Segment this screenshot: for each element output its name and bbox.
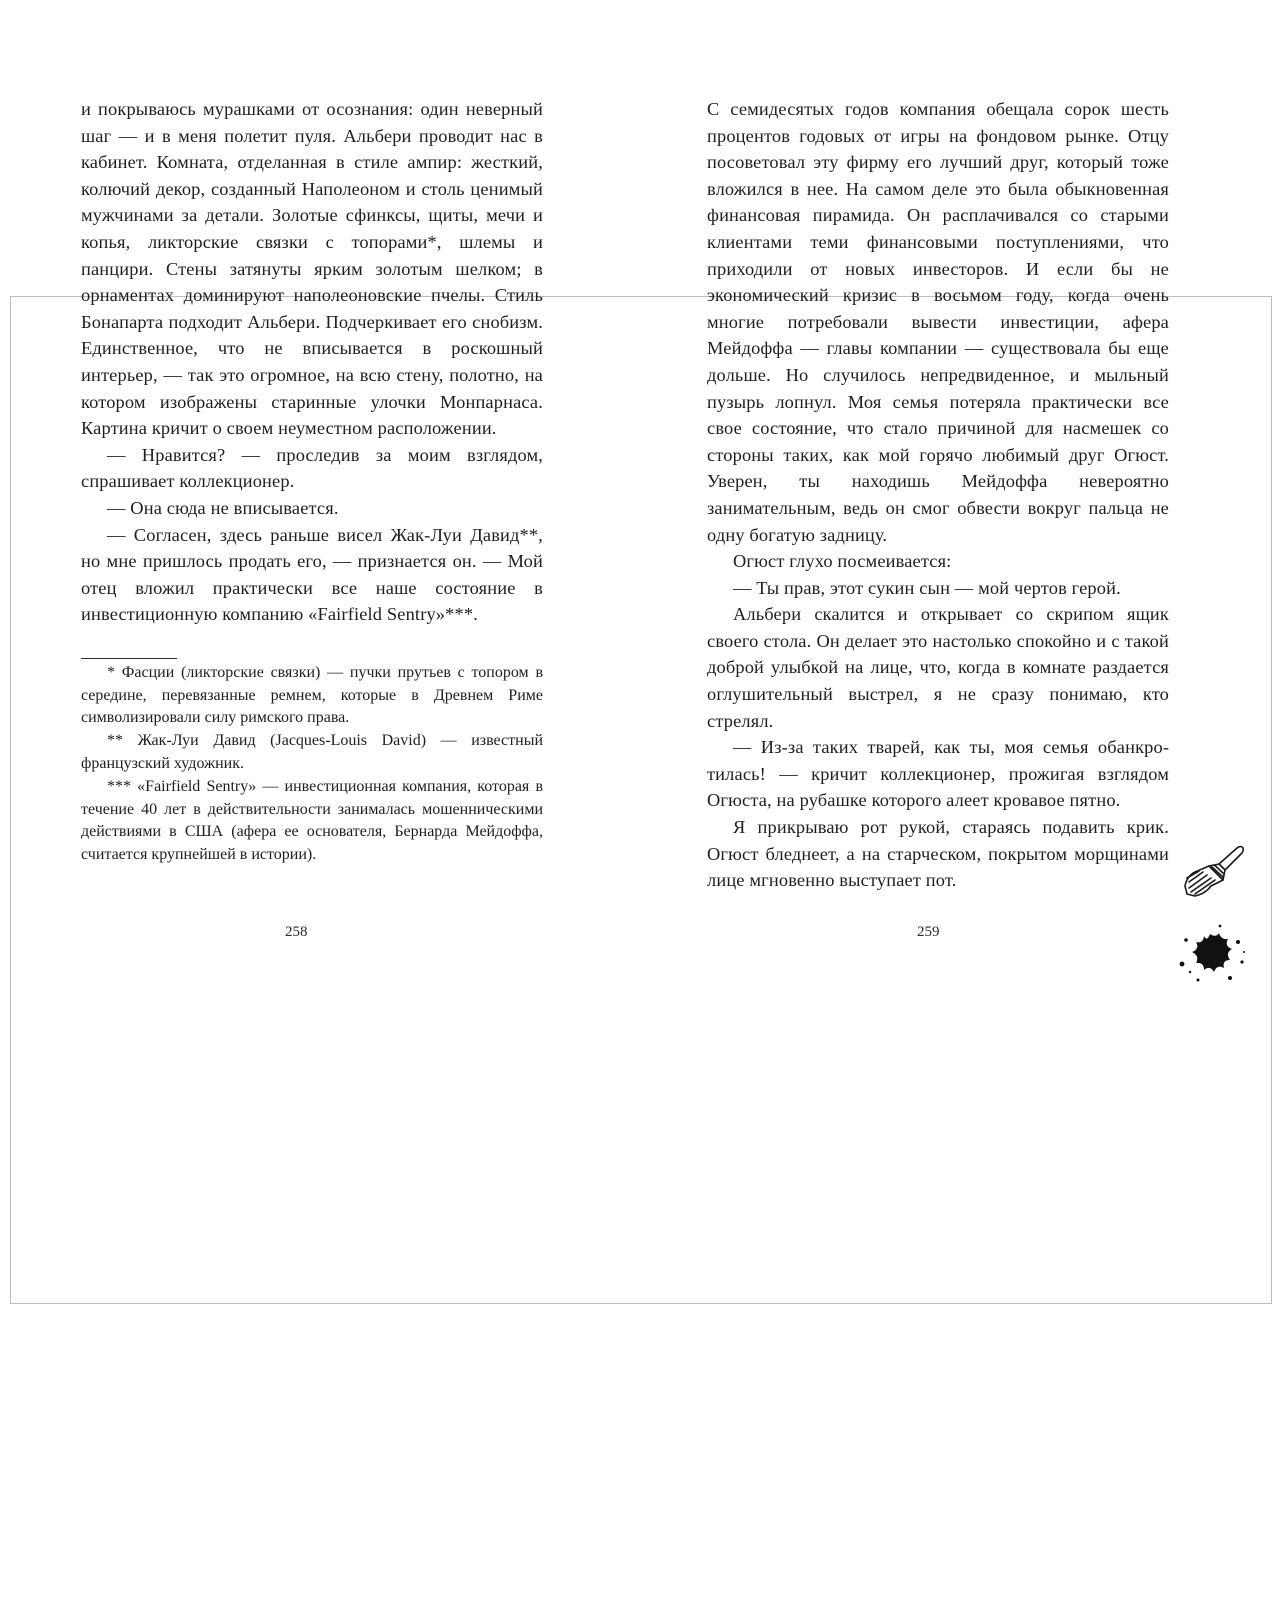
paragraph: — Она сюда не вписывается.: [107, 497, 339, 518]
paragraph: — Ты прав, этот сукин сын — мой чертов герой.: [733, 577, 1121, 598]
page-number-left: 258: [285, 924, 308, 940]
paragraph: С семидесятых годов компания обещала сорок шесть процентов годовых от игры на фондовом рынке. Отцу посоветовал эту фирму его лучший друг, который тоже вложился в нее. На самом деле это была обыкновенная финансовая пирамида. Он расплачивался со старыми клиентами теми финансовыми поступлениями, что приходили от новых инвесторов. И если бы не экономический кризис в восьмом году, когда очень многие потребовали вывести инвестиции, афера Мейдоффа — главы компании — существовала бы еще дольше. Но случилось непредвиденное, и мыльный пузырь лопнул. Моя семья потеряла практически все свое состояние, что стало причиной для насмешек со стороны таких, как мой горячо любимый друг Огюст. Уверен, ты находишь Мейдоффа невероятно занимательным, ведь он смог обвести вокруг пальца не одну богатую задницу.: [707, 99, 1169, 545]
page-number-right: 259: [917, 924, 940, 940]
footnote-divider: [81, 658, 177, 659]
paintbrush-icon: [1181, 842, 1245, 900]
footnote: * Фасции (ликторские связки) — пучки прутьев с топором в середине, перевязанные ремнем, которые в Древнем Риме символизировали силу римского права.: [81, 663, 543, 727]
paragraph: Я прикрываю рот рукой, стараясь подавить крик. Огюст бледнеет, а на старческом, покрытом морщинами лице мгновенно выступает пот.: [707, 817, 1169, 891]
footnote: ** Жак-Луи Давид (Jacques-Louis David) — известный французский художник.: [81, 732, 543, 773]
footnote: *** «Fairfield Sentry» — инвестиционная компания, которая в течение 40 лет в действительности занималась мошенническими действиями в США (афера ее основателя, Бернарда Мейдоффа, считается крупнейшей в истории).: [81, 777, 543, 864]
footnotes: [81, 662, 543, 867]
left-page-body: [81, 96, 543, 628]
paragraph: — Согласен, здесь раньше висел Жак-Луи Давид**, но мне пришлось продать его, — признается он. — Мой отец вложил практически все наше состояние в инвестиционную компанию «Fairfield Sentry»***.: [81, 524, 543, 625]
paragraph: Альбери скалится и открывает со скрипом ящик своего стола. Он делает это настолько спокойно и с такой доброй улыбкой на лице, что, когда в комнате раздается оглушительный выстрел, я не сразу понимаю, кто стрелял.: [707, 604, 1169, 731]
right-page-body: [707, 96, 1169, 894]
paragraph: и покрываюсь мурашками от осознания: один неверный шаг — и в меня полетит пуля. Альбери проводит нас в кабинет. Комната, отделанная в стиле ампир: жесткий, колючий декор, созданный Наполеоном и столь ценимый мужчинами за детали. Золотые сфинксы, щиты, мечи и копья, ликторские связки с топорами*, шлемы и панцири. Стены затянуты ярким золотым шелком; в орнаментах доминируют наполеоновские пчелы. Стиль Бонапарта подходит Альбери. Подчеркивает его снобизм. Единственное, что не вписывается в роскошный интерьер, — так это огромное, на всю стену, полотно, на котором изображены старинные улочки Монпарнаса. Картина кричит о своем неуместном расположении.: [81, 99, 543, 439]
left-page: [81, 96, 543, 867]
paragraph: — Из-за таких тварей, как ты, моя семья обанкротилась! — кричит коллекционер, прожигая взглядом Огюста, на рубашке которого алеет кровавое пятно.: [707, 737, 1169, 811]
ink-splatter-icon: [1172, 920, 1248, 990]
paragraph: — Нравится? — проследив за моим взглядом, спрашивает коллекционер.: [81, 444, 543, 492]
right-page: [707, 96, 1169, 894]
paragraph: Огюст глухо посмеивается:: [733, 551, 952, 572]
